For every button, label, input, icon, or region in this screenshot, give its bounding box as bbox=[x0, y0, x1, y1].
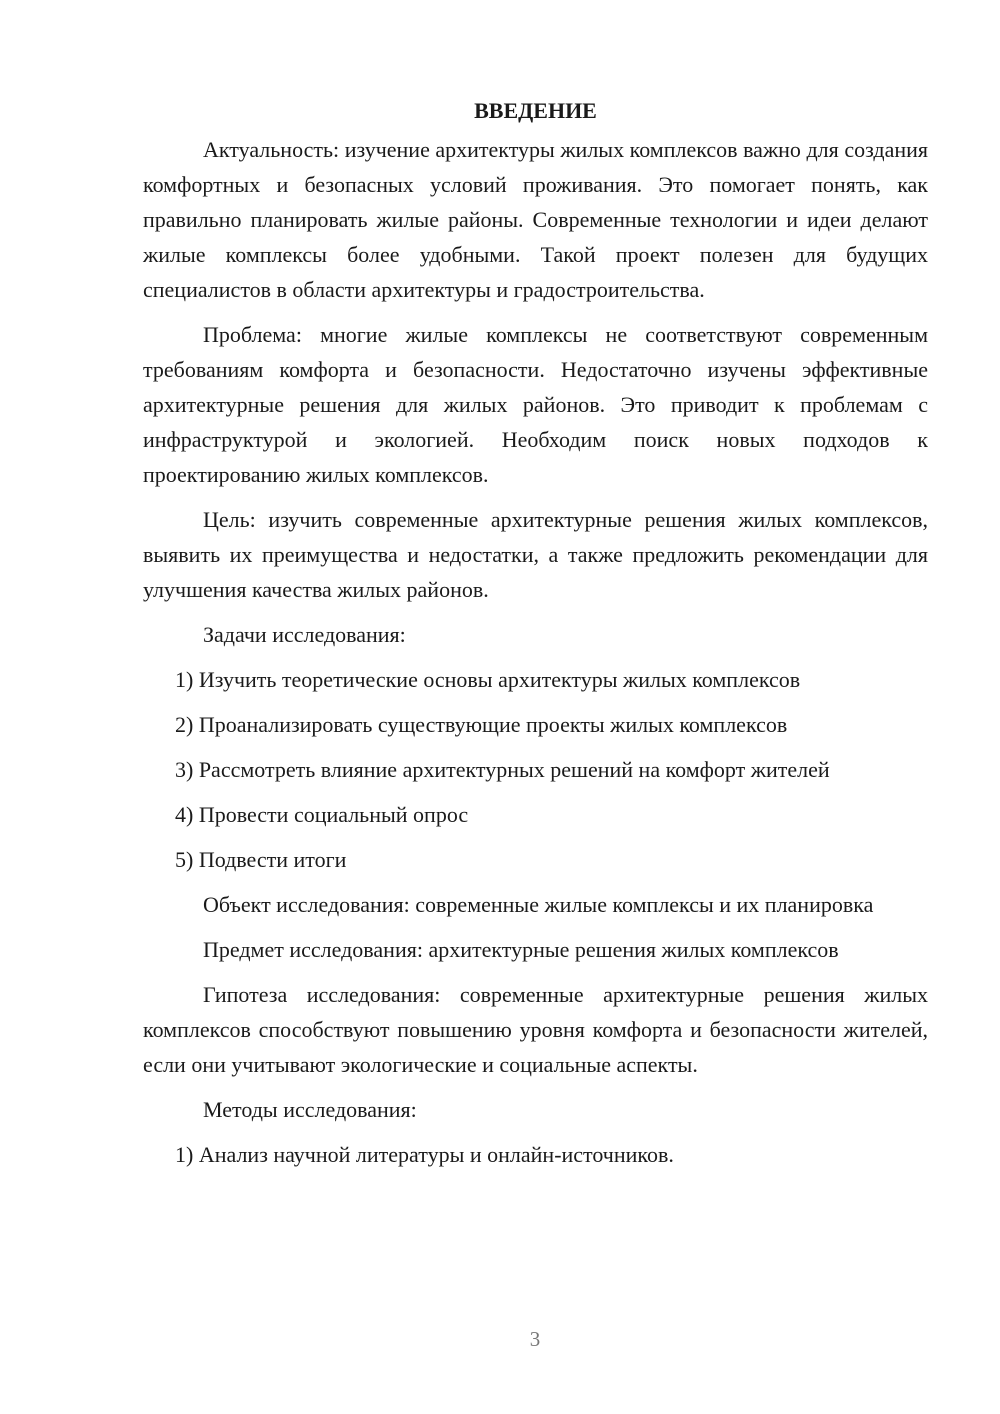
list-item: 2) Проанализировать существующие проекты жилых комплексов bbox=[175, 712, 788, 737]
goal-paragraph: Цель: изучить современные архитектурные решения жилых комплексов, выявить их преимущества и недостатки, а также предложить рекомендации для улучшения качества жилых районов. bbox=[143, 507, 928, 602]
tasks-list bbox=[143, 662, 928, 877]
list-item: 4) Провести социальный опрос bbox=[175, 802, 469, 827]
problem-paragraph: Проблема: многие жилые комплексы не соответствуют современным требованиям комфорта и безопасности. Недостаточно изучены эффективные архитектурные решения для жилых районов. Это приводит к проблемам с инфраструктурой и экологией. Необходим поиск новых подходов к проектированию жилых комплексов. bbox=[143, 322, 928, 487]
list-item: 1) Изучить теоретические основы архитектуры жилых комплексов bbox=[175, 667, 801, 692]
document-page bbox=[143, 94, 928, 1182]
methods-list bbox=[143, 1137, 928, 1172]
list-item: 1) Анализ научной литературы и онлайн-источников. bbox=[175, 1142, 674, 1167]
methods-heading: Методы исследования: bbox=[203, 1097, 417, 1122]
list-item: 5) Подвести итоги bbox=[175, 847, 347, 872]
tasks-heading: Задачи исследования: bbox=[203, 622, 406, 647]
subject-paragraph: Предмет исследования: архитектурные решения жилых комплексов bbox=[203, 937, 839, 962]
relevance-paragraph: Актуальность: изучение архитектуры жилых комплексов важно для создания комфортных и безопасных условий проживания. Это помогает понять, как правильно планировать жилые районы. Современные технологии и идеи делают жилые комплексы более удобными. Такой проект полезен для будущих специалистов в области архитектуры и градостроительства. bbox=[143, 137, 928, 302]
list-item: 3) Рассмотреть влияние архитектурных решений на комфорт жителей bbox=[175, 757, 830, 782]
page-title: ВВЕДЕНИЕ bbox=[474, 98, 597, 123]
object-paragraph: Объект исследования: современные жилые комплексы и их планировка bbox=[203, 892, 874, 917]
page-number: 3 bbox=[529, 1327, 541, 1351]
hypothesis-paragraph: Гипотеза исследования: современные архитектурные решения жилых комплексов способствуют повышению уровня комфорта и безопасности жителей, если они учитывают экологические и социальные аспекты. bbox=[143, 982, 928, 1077]
